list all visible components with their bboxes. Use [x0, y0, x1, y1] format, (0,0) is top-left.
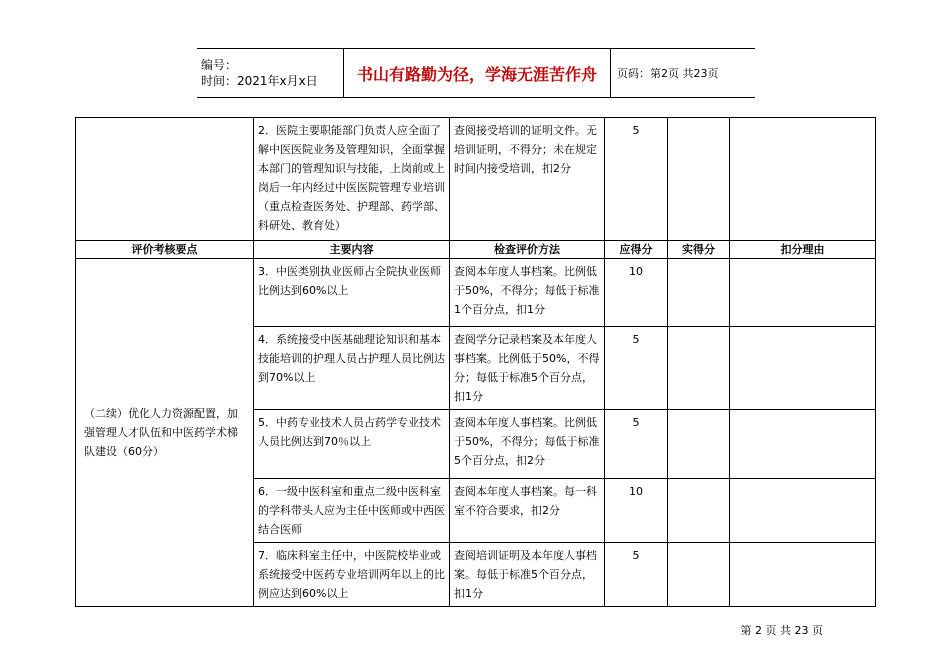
header-evaluation-point: 评价考核要点: [76, 241, 254, 259]
page-header: [197, 48, 755, 98]
deduction-reason-cell: [730, 259, 876, 327]
deduction-reason-cell: [730, 479, 876, 543]
header-actual-score: 实得分: [668, 241, 730, 259]
actual-score-cell: [668, 118, 730, 241]
content-cell: 6．一级中医科室和重点二级中医科室的学科带头人应为主任中医师或中西医结合医师: [254, 479, 450, 543]
deduction-reason-cell: [730, 543, 876, 607]
method-cell: 查阅本年度人事档案。比例低于50%，不得分；每低于标准5个百分点，扣2分: [450, 410, 605, 479]
table-row: [76, 259, 876, 327]
category-cell: [76, 118, 254, 241]
header-check-method: 检查评价方法: [450, 241, 605, 259]
document-number: 编号：: [201, 58, 238, 72]
deduction-reason-cell: [730, 118, 876, 241]
header-deduction-reason: 扣分理由: [730, 241, 876, 259]
category-cell: （二续）优化人力资源配置，加强管理人才队伍和中医药学术梯队建设（60分）: [76, 259, 254, 607]
score-cell: 5: [605, 118, 668, 241]
score-cell: 10: [605, 479, 668, 543]
actual-score-cell: [668, 327, 730, 410]
page-footer: 第 2 页 共 23 页: [740, 624, 823, 637]
method-cell: 查阅本年度人事档案。比例低于50%，不得分；每低于标准1个百分点，扣1分: [450, 259, 605, 327]
deduction-reason-cell: [730, 327, 876, 410]
score-cell: 5: [605, 410, 668, 479]
actual-score-cell: [668, 479, 730, 543]
score-cell: 10: [605, 259, 668, 327]
document-date: 时间：2021年x月x日: [201, 74, 318, 88]
actual-score-cell: [668, 543, 730, 607]
header-page-number: 页码：第2页 共23页: [611, 49, 756, 98]
header-meta: [197, 49, 344, 98]
score-cell: 5: [605, 543, 668, 607]
actual-score-cell: [668, 259, 730, 327]
content-cell: 4．系统接受中医基础理论知识和基本技能培训的护理人员占护理人员比例达到70%以上: [254, 327, 450, 410]
method-cell: 查阅学分记录档案及本年度人事档案。比例低于50%，不得分；每低于标准5个百分点，扣1分: [450, 327, 605, 410]
table-header-row: [76, 241, 876, 259]
method-cell: 查阅接受培训的证明文件。无培训证明，不得分；未在规定时间内接受培训，扣2分: [450, 118, 605, 241]
method-cell: 查阅本年度人事档案。每一科室不符合要求，扣2分: [450, 479, 605, 543]
content-cell: 7．临床科室主任中，中医院校毕业或系统接受中医药专业培训两年以上的比例应达到60%以上: [254, 543, 450, 607]
header-motto: 书山有路勤为径，学海无涯苦作舟: [344, 49, 611, 98]
actual-score-cell: [668, 410, 730, 479]
content-cell: 2．医院主要职能部门负责人应全面了解中医医院业务及管理知识，全面掌握本部门的管理知识与技能，上岗前或上岗后一年内经过中医医院管理专业培训（重点检查医务处、护理部、药学部、科研处、教育处）: [254, 118, 450, 241]
header-main-content: 主要内容: [254, 241, 450, 259]
evaluation-table: [75, 117, 876, 607]
score-cell: 5: [605, 327, 668, 410]
method-cell: 查阅培训证明及本年度人事档案。每低于标准5个百分点，扣1分: [450, 543, 605, 607]
content-cell: 3．中医类别执业医师占全院执业医师比例达到60%以上: [254, 259, 450, 327]
deduction-reason-cell: [730, 410, 876, 479]
content-cell: 5．中药专业技术人员占药学专业技术人员比例达到70％以上: [254, 410, 450, 479]
table-row: [76, 118, 876, 241]
header-expected-score: 应得分: [605, 241, 668, 259]
